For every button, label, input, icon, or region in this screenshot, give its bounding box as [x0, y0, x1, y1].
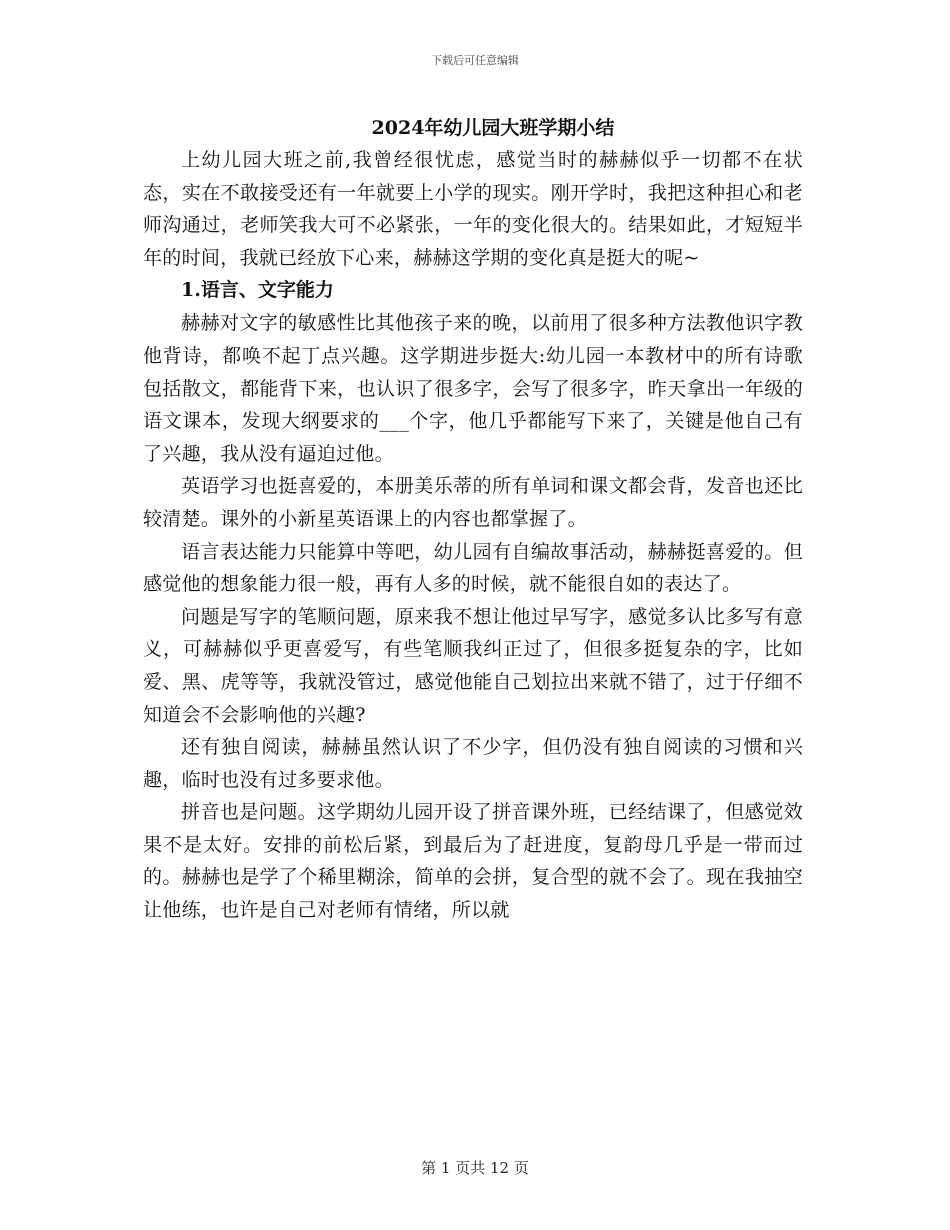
- document-body: [143, 112, 803, 927]
- document-title: 2024年幼儿园大班学期小结: [371, 117, 615, 139]
- paragraph-pinyin: 拼音也是问题。这学期幼儿园开设了拼音课外班，已经结课了，但感觉效果不是太好。安排的前松后紧，到最后为了赶进度，复韵母几乎是一带而过的。赫赫也是学了个稀里糊涂，简单的会拼，复合型的就不会了。现在我抽空让他练，也许是自己对老师有情绪，所以就: [143, 801, 803, 922]
- page-footer-number: 第 1 页共 12 页: [421, 1159, 529, 1177]
- paragraph-expression: 语言表达能力只能算中等吧，幼儿园有自编故事活动，赫赫挺喜爱的。但感觉他的想象能力很一般，再有人多的时候，就不能很自如的表达了。: [143, 540, 803, 596]
- page-header-note: 下载后可任意编辑: [431, 54, 519, 67]
- paragraph-reading: 还有独自阅读，赫赫虽然认识了不少字，但仍没有独自阅读的习惯和兴趣，临时也没有过多要求他。: [143, 736, 803, 791]
- paragraph-stroke-order: 问题是写字的笔顺问题，原来我不想让他过早写字，感觉多认比多写有意义，可赫赫似乎更喜爱写，有些笔顺我纠正过了，但很多挺复杂的字，比如爱、黑、虎等等，我就没管过，感觉他能自己划拉出来就不错了，过于仔细不知道会不会影响他的兴趣?: [143, 605, 803, 726]
- paragraph-english: 英语学习也挺喜爱的，本册美乐蒂的所有单词和课文都会背，发音也还比较清楚。课外的小新星英语课上的内容也都掌握了。: [143, 475, 803, 530]
- intro-paragraph: 上幼儿园大班之前,我曾经很忧虑，感觉当时的赫赫似乎一切都不在状态，实在不敢接受还有一年就要上小学的现实。刚开学时，我把这种担心和老师沟通过，老师笑我大可不必紧张，一年的变化很大的。结果如此，才短短半年的时间，我就已经放下心来，赫赫这学期的变化真是挺大的呢~: [143, 149, 803, 269]
- paragraph-literacy: 赫赫对文字的敏感性比其他孩子来的晚，以前用了很多种方法教他识字教他背诗，都唤不起丁点兴趣。这学期进步挺大:幼儿园一本教材中的所有诗歌包括散文，都能背下来，也认识了很多字，会写了很多字，昨天拿出一年级的语文课本，发现大纲要求的___个字，他几乎都能写下来了，关键是他自己有了兴趣，我从没有逼迫过他。: [143, 312, 803, 465]
- section-heading-language: 1.语言、文字能力: [181, 279, 334, 302]
